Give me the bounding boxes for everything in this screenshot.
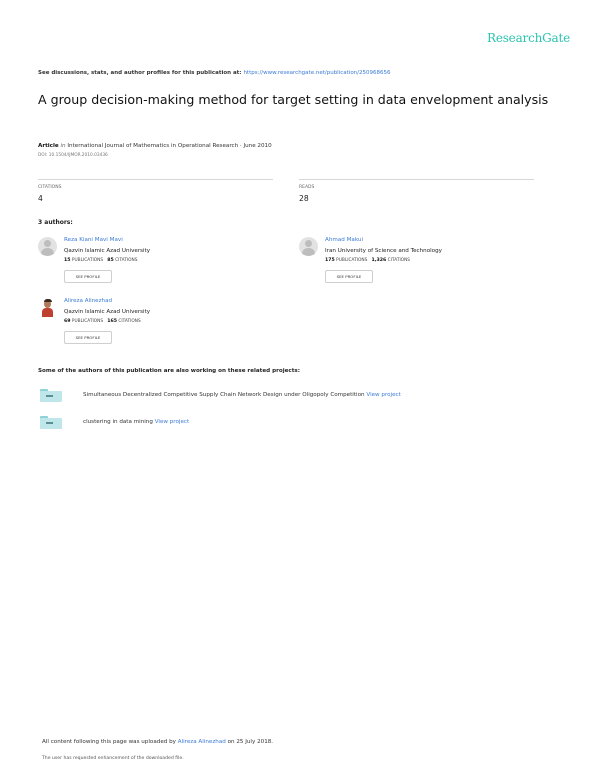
reads-label: READS [299,185,315,190]
project-folder-icon [40,389,62,402]
upload-note-suffix: on 25 July 2018. [227,739,274,745]
project-title: clustering in data mining [83,419,153,425]
author-name-link[interactable]: Reza Kiani Mavi Mavi [64,237,123,243]
author-citations-label: CITATIONS [115,258,138,263]
author-name-link[interactable]: Ahmad Makui [325,237,363,243]
see-profile-button[interactable]: SEE PROFILE [64,270,112,283]
enhancement-note: The user has requested enhancement of the downloaded file. [42,756,184,761]
avatar-placeholder-icon[interactable] [38,237,57,256]
author-citations-count: 165 [107,319,117,324]
author-publications-count: 175 [325,258,335,263]
header-note [38,70,391,76]
publication-title: A group decision-making method for target setting in data envelopment analysis [38,92,549,107]
author-institution: Qazvin Islamic Azad University [64,248,151,254]
publication-type: Article [38,143,59,149]
reads-value: 28 [299,194,309,203]
author-citations-count: 1,326 [371,258,387,263]
project-item [40,414,560,430]
author-photo-icon[interactable] [38,298,57,317]
author-citations-label: CITATIONS [118,319,141,324]
author-stats [64,258,137,263]
related-projects-heading: Some of the authors of this publication are also working on these related projects: [38,368,300,374]
upload-note [42,739,273,745]
publication-url-link[interactable]: https://www.researchgate.net/publication/250968656 [243,70,391,76]
author-institution: Qazvin Islamic Azad University [64,309,151,315]
project-item [40,387,560,403]
authors-heading: 3 authors: [38,219,73,226]
doi: DOI: 10.1504/IJMOR.2010.03436 [38,153,108,158]
author-publications-label: PUBLICATIONS [71,319,104,324]
author-institution: Iran University of Science and Technology [325,248,442,254]
project-title: Simultaneous Decentralized Competitive Supply Chain Network Design under Oligopoly Competition [83,392,365,398]
publication-meta [38,143,272,149]
researchgate-logo[interactable]: ResearchGate [486,31,570,45]
header-note-text: See discussions, stats, and author profiles for this publication at: [38,70,242,76]
view-project-link[interactable]: View project [154,419,190,425]
author-publications-label: PUBLICATIONS [71,258,104,263]
see-profile-button[interactable]: SEE PROFILE [64,331,112,344]
author-publications-count: 15 [64,258,71,263]
upload-note-prefix: All content following this page was uploaded by [42,739,176,745]
citations-value: 4 [38,194,43,203]
author-citations-label: CITATIONS [387,258,411,263]
citations-label: CITATIONS [38,185,62,190]
author-name-link[interactable]: Alireza Alinezhad [64,298,113,304]
view-project-link[interactable]: View project [366,392,401,398]
journal-info: International Journal of Mathematics in Operational Research · June 2010 [67,143,272,149]
citations-divider [38,179,273,180]
see-profile-button[interactable]: SEE PROFILE [325,270,373,283]
uploader-link[interactable]: Alireza Alinezhad [177,739,226,745]
author-stats [64,319,141,324]
author-stats [325,258,410,263]
author-publications-count: 69 [64,319,71,324]
author-publications-label: PUBLICATIONS [336,258,368,263]
reads-divider [299,179,534,180]
meta-in: in [60,143,66,149]
avatar-placeholder-icon[interactable] [299,237,318,256]
project-folder-icon [40,416,62,429]
author-citations-count: 85 [107,258,114,263]
